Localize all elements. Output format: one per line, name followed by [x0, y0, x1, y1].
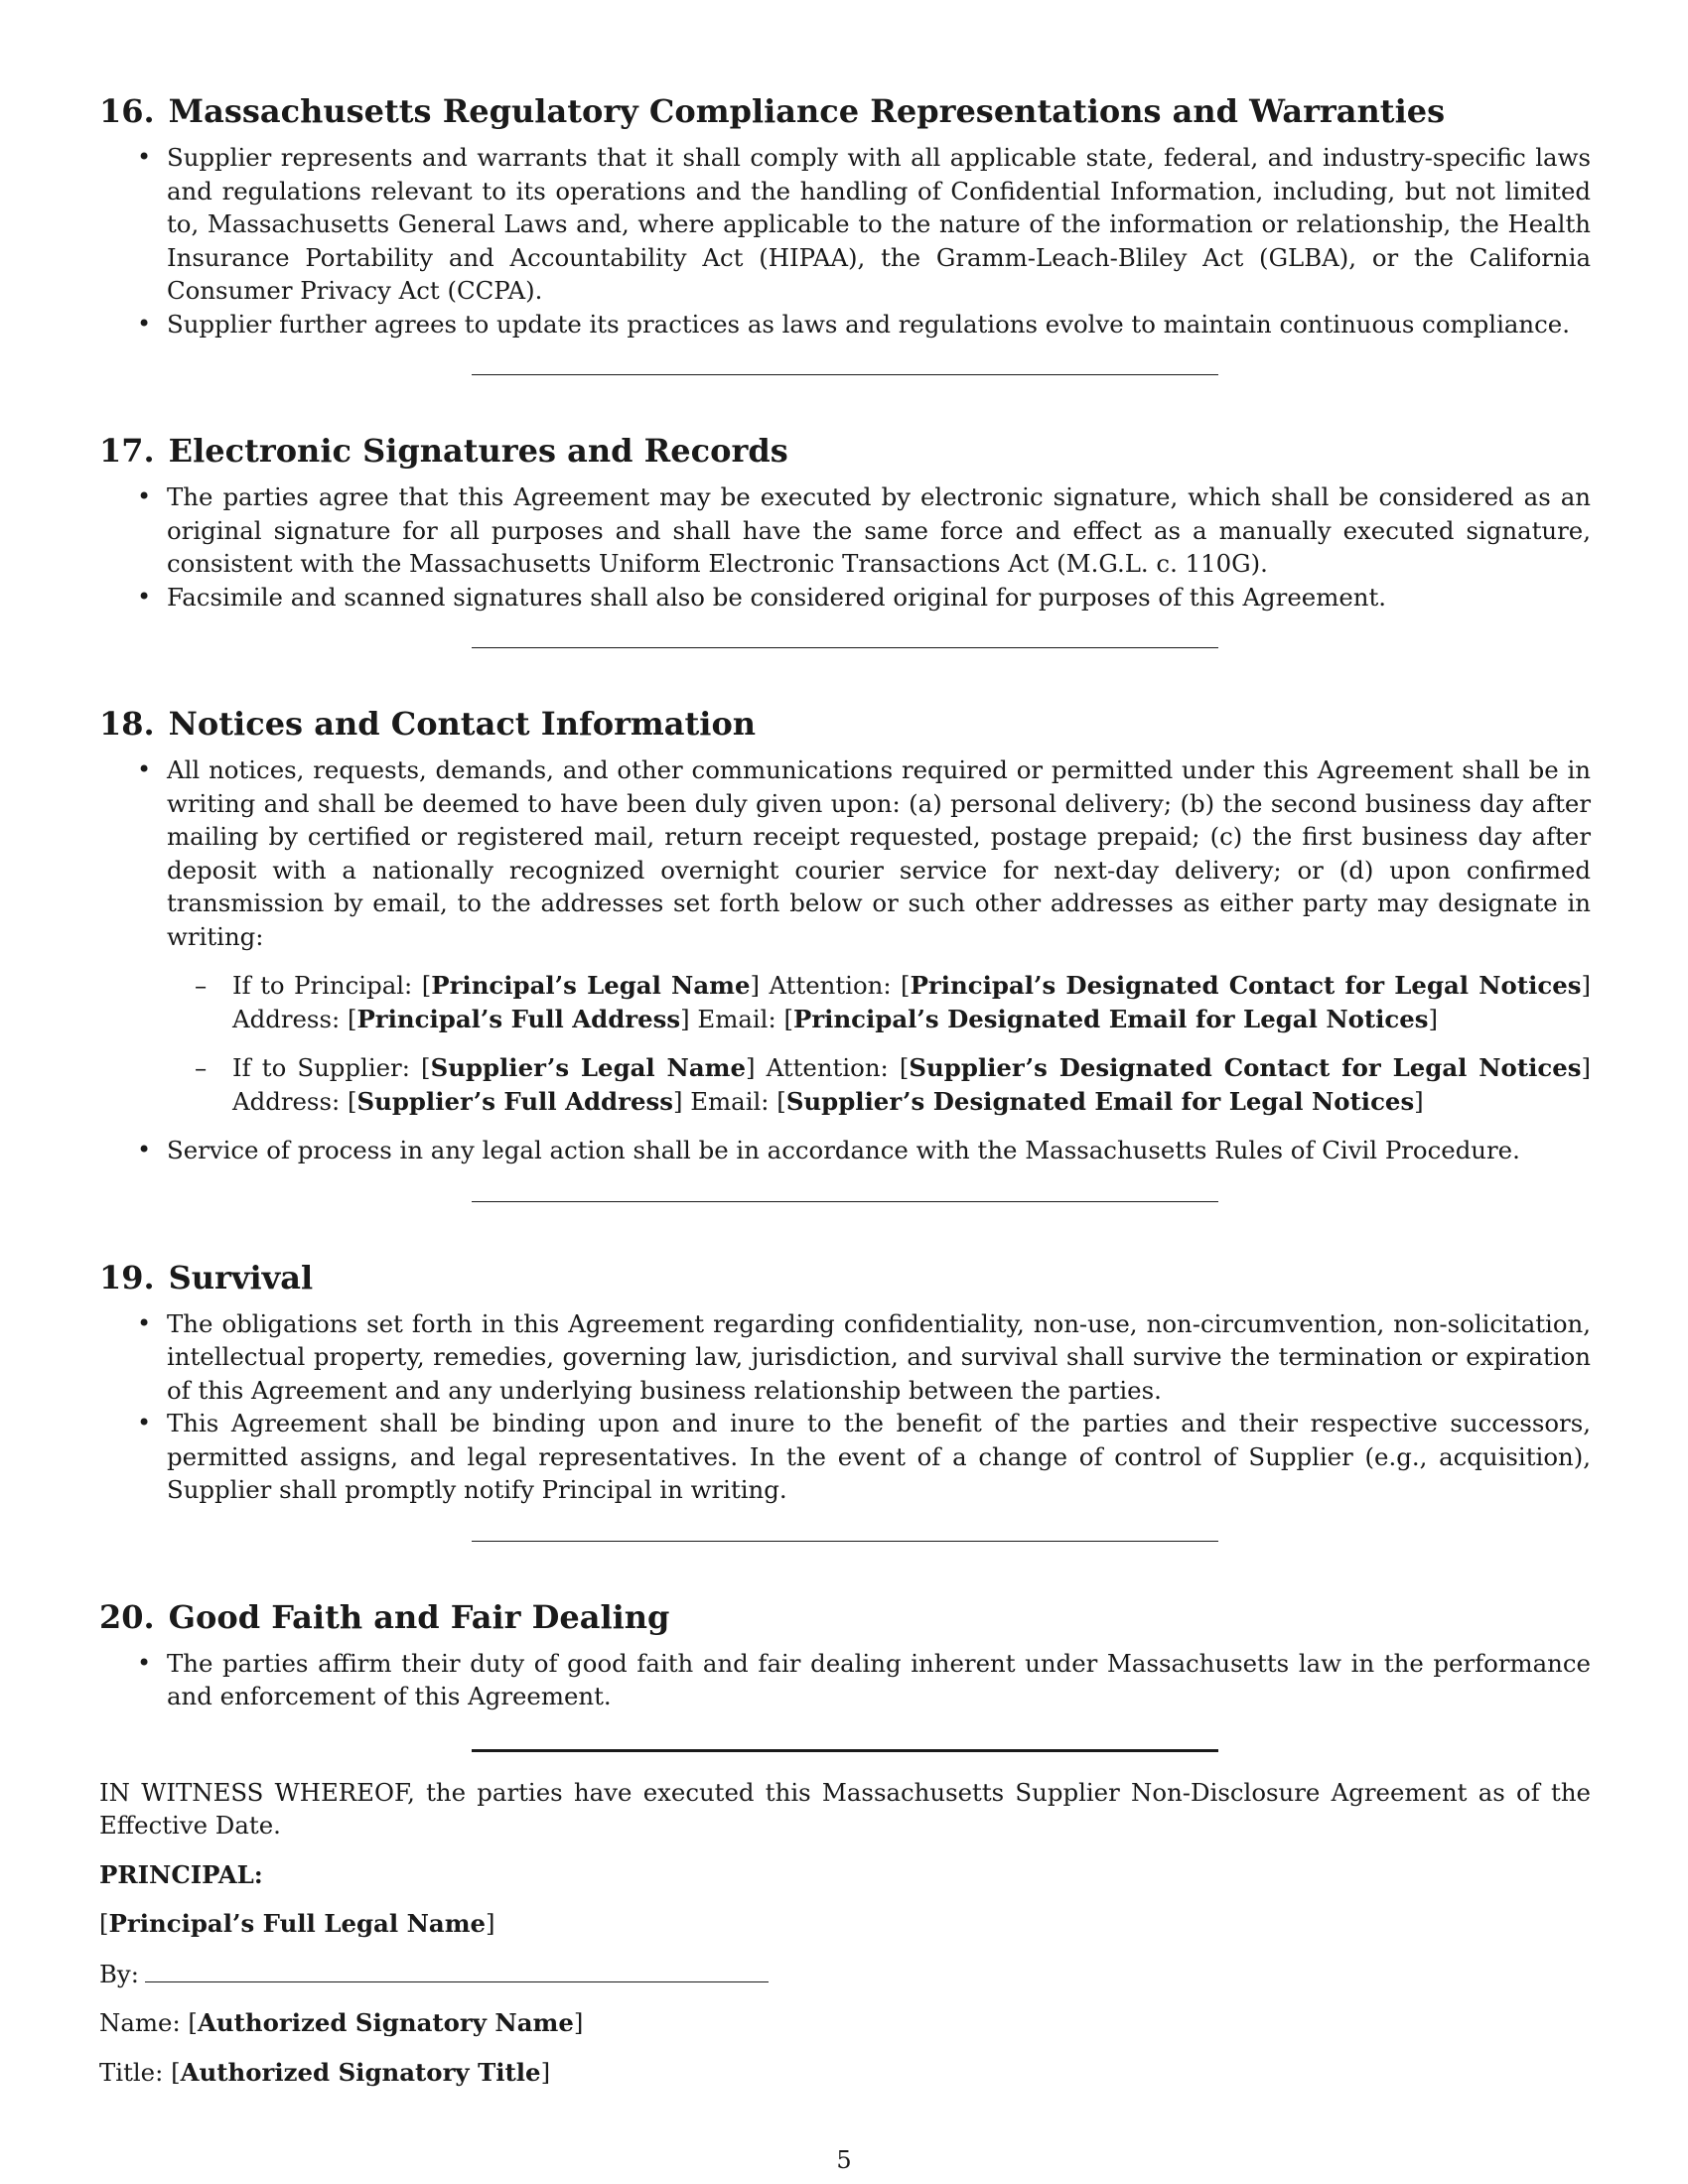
bullet-icon: • [137, 582, 152, 611]
signature-party-label [99, 1858, 1591, 1892]
list-item [99, 141, 1591, 308]
bullet-icon: • [137, 1648, 152, 1677]
signature-field[interactable] [145, 1957, 769, 1982]
section-heading [99, 431, 1591, 471]
address-label: Address: [232, 1004, 341, 1033]
list-item-text: Supplier represents and warrants that it shall comply with all applicable state, federal, and industry-specific laws and regulations relevant to its operations and the handling of Confidential Information, including, but not limited to, Massachusetts General Laws and, where applicable to the nature of the information or relationship, the Health Insurance Portability and Accountability Act (HIPAA), the Gramm-Leach-Bliley Act (GLBA), or the California Consumer Privacy Act (CCPA). [167, 143, 1591, 305]
list-item [99, 480, 1591, 581]
list-item [99, 753, 1591, 1118]
bullet-list [99, 753, 1591, 1167]
email-label: Email: [690, 1086, 770, 1116]
list-item-text: Service of process in any legal action shall be in accordance with the Massachusetts Rules of Civil Procedure. [167, 1136, 1520, 1164]
section-title: Survival [168, 1258, 314, 1297]
section-heading [99, 1597, 1591, 1637]
document-page [99, 91, 1591, 2089]
legal-name-placeholder: Principal’s Full Legal Name [108, 1909, 487, 1938]
principal-attention: Principal’s Designated Contact for Legal Notices [910, 971, 1582, 1000]
principal-address: Principal’s Full Address [356, 1004, 681, 1033]
notice-prefix: If to Supplier: [232, 1053, 410, 1082]
section-number: 18. [99, 705, 155, 743]
attention-label: Attention: [769, 971, 892, 1000]
list-item [99, 1647, 1591, 1713]
bullet-icon: • [137, 143, 152, 171]
list-item [99, 581, 1591, 614]
list-item-text: The parties affirm their duty of good faith and fair dealing inherent under Massachusetts law in the performance and enforcement of this Agreement. [167, 1648, 1591, 1710]
section-heading [99, 91, 1591, 131]
section-number: 16. [99, 92, 155, 130]
bullet-icon: • [137, 1136, 152, 1163]
signature-legal-name: [Principal’s Full Legal Name] [99, 1909, 495, 1938]
signatory-name-placeholder: Authorized Signatory Name [197, 2008, 574, 2037]
list-item-text: Facsimile and scanned signatures shall also be considered original for purposes of this Agreement. [167, 582, 1387, 612]
signature-by-line [99, 1957, 1591, 1991]
address-label: Address: [232, 1086, 341, 1116]
notice-principal: – If to Principal: [Principal’s Legal Name] Attention: [Principal’s Designated Contact for Legal Notices] Address: [Principal’s Full Address] Email: [Principal’s Designated Email for Legal Notices] [195, 971, 1591, 1033]
bullet-list [99, 1647, 1591, 1713]
supplier-legal-name: Supplier’s Legal Name [430, 1053, 746, 1082]
dash-icon: – [195, 1053, 208, 1082]
list-item-text: This Agreement shall be binding upon and inure to the benefit of the parties and their respective successors, permitted assigns, and legal representatives. In the event of a change of control of Supplier (e.g., acquisition), Supplier shall promptly notify Principal in writing. [167, 1409, 1591, 1504]
notice-prefix: If to Principal: [232, 971, 413, 1000]
section-title: Notices and Contact Information [168, 705, 757, 743]
title-label: Title: [99, 2057, 164, 2087]
section-number: 20. [99, 1597, 155, 1636]
principal-legal-name: Principal’s Legal Name [431, 971, 751, 1000]
signature-divider [472, 1749, 1218, 1752]
signature-name-line: Name: [Authorized Signatory Name] [99, 2008, 584, 2037]
list-item [99, 1407, 1591, 1507]
party-label: PRINCIPAL: [99, 1859, 263, 1889]
list-item-text: The obligations set forth in this Agreement regarding confidentiality, non-use, non-circumvention, non-solicitation, intellectual property, remedies, governing law, jurisdiction, and survival shall survive the termination or expiration of this Agreement and any underlying business relationship between the parties. [167, 1308, 1591, 1405]
name-label: Name: [99, 2008, 181, 2037]
list-item [99, 1307, 1591, 1408]
bullet-icon: • [137, 755, 152, 783]
bullet-list [99, 141, 1591, 341]
list-item-text: Supplier further agrees to update its practices as laws and regulations evolve to maintain continuous compliance. [167, 309, 1570, 339]
by-label: By: [99, 1959, 139, 1988]
supplier-address: Supplier’s Full Address [356, 1086, 673, 1116]
section-title: Massachusetts Regulatory Compliance Representations and Warranties [168, 92, 1446, 130]
bullet-icon: • [137, 482, 152, 510]
list-item [99, 1134, 1591, 1167]
principal-email: Principal’s Designated Email for Legal Notices [792, 1004, 1429, 1033]
signatory-title-placeholder: Authorized Signatory Title [180, 2057, 541, 2087]
notice-address-list [167, 969, 1591, 1118]
bullet-icon: • [137, 1308, 152, 1337]
list-item-text: All notices, requests, demands, and other communications required or permitted under this Agreement shall be in writing and shall be deemed to have been duly given upon: (a) personal delivery; (b) the second business day after mailing by certified or registered mail, return receipt requested, postage prepaid; (c) the first business day after deposit with a nationally recognized overnight courier service for next-day delivery; or (d) upon confirmed transmission by email, to the addresses set forth below or such other addresses as either party may designate in writing: [167, 755, 1591, 951]
bullet-list [99, 1307, 1591, 1507]
email-label: Email: [697, 1004, 776, 1033]
section-17 [99, 431, 1591, 614]
section-divider [472, 647, 1218, 648]
section-divider [472, 374, 1218, 375]
list-item [99, 308, 1591, 341]
attention-label: Attention: [766, 1053, 889, 1082]
section-title: Good Faith and Fair Dealing [168, 1597, 670, 1636]
section-16 [99, 91, 1591, 341]
section-heading [99, 1258, 1591, 1297]
section-divider [472, 1201, 1218, 1202]
section-19 [99, 1258, 1591, 1507]
page-number: 5 [836, 2146, 852, 2174]
bullet-icon: • [137, 1409, 152, 1436]
section-number: 17. [99, 432, 155, 470]
section-number: 19. [99, 1258, 155, 1297]
supplier-attention: Supplier’s Designated Contact for Legal Notices [909, 1053, 1582, 1082]
bullet-icon: • [137, 309, 152, 338]
notice-supplier: – If to Supplier: [Supplier’s Legal Name] Attention: [Supplier’s Designated Contact for Legal Notices] Address: [Supplier’s Full Address] Email: [Supplier’s Designated Email for Legal Notices] [195, 1053, 1591, 1116]
section-title: Electronic Signatures and Records [168, 432, 788, 470]
supplier-email: Supplier’s Designated Email for Legal Notices [785, 1086, 1415, 1116]
bullet-list [99, 480, 1591, 614]
section-heading [99, 704, 1591, 744]
signature-title-line: Title: [Authorized Signatory Title] [99, 2057, 551, 2087]
section-18 [99, 704, 1591, 1167]
section-20 [99, 1597, 1591, 1713]
witness-clause: IN WITNESS WHEREOF, the parties have executed this Massachusetts Supplier Non-Disclosure Agreement as of the Effective Date. [99, 1777, 1591, 1840]
dash-icon: – [195, 971, 208, 1000]
list-item-text: The parties agree that this Agreement may be executed by electronic signature, which shall be considered as an original signature for all purposes and shall have the same force and effect as a manually executed signature, consistent with the Massachusetts Uniform Electronic Transactions Act (M.G.L. c. 110G). [167, 482, 1591, 578]
section-divider [472, 1541, 1218, 1542]
